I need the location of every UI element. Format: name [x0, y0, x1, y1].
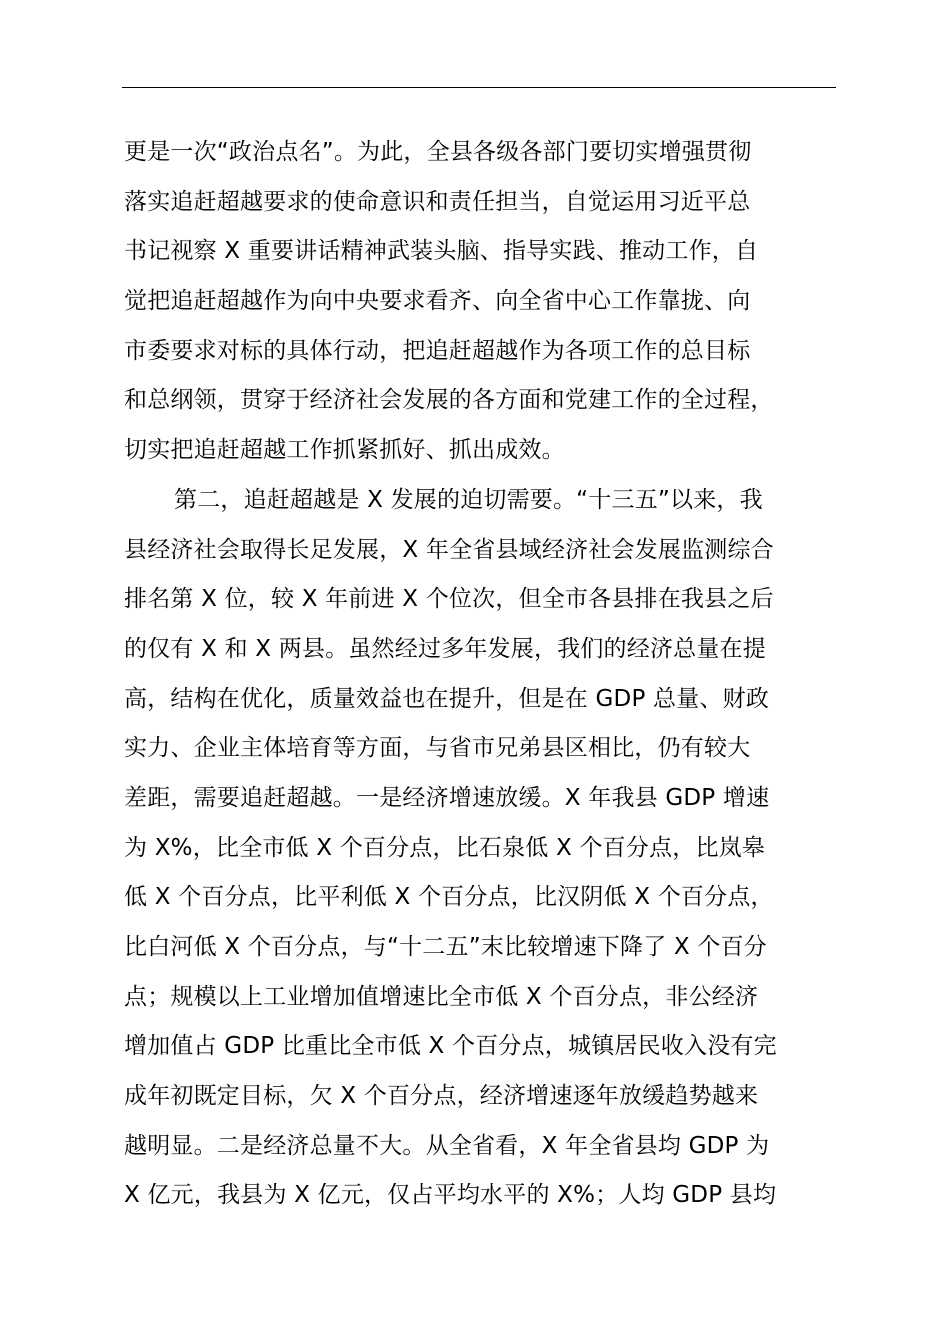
- text-line: 排名第 X 位，较 X 年前进 X 个位次，但全市各县排在我县之后: [124, 586, 774, 613]
- text-line: 增加值占 GDP 比重比全市低 X 个百分点，城镇居民收入没有完: [124, 1033, 777, 1060]
- text-line: X 亿元，我县为 X 亿元，仅占平均水平的 X%；人均 GDP 县均: [124, 1182, 777, 1209]
- body-text: [124, 128, 864, 1221]
- header-rule: [122, 87, 836, 88]
- text-line: 差距，需要追赶超越。一是经济增速放缓。X 年我县 GDP 增速: [124, 784, 770, 811]
- text-line: 落实追赶超越要求的使命意识和责任担当，自觉运用习近平总: [124, 188, 751, 215]
- text-line: 的仅有 X 和 X 两县。虽然经过多年发展，我们的经济总量在提: [124, 635, 766, 662]
- text-line: 为 X%，比全市低 X 个百分点，比石泉低 X 个百分点，比岚皋: [124, 834, 766, 861]
- text-line: 觉把追赶超越作为向中央要求看齐、向全省中心工作靠拢、向: [124, 288, 751, 315]
- text-line: 高，结构在优化，质量效益也在提升，但是在 GDP 总量、财政: [124, 685, 770, 712]
- text-line: 越明显。二是经济总量不大。从全省看，X 年全省县均 GDP 为: [124, 1132, 770, 1159]
- text-line: 比白河低 X 个百分点，与“十二五”末比较增速下降了 X 个百分: [124, 934, 767, 960]
- text-line: 和总纲领，贯穿于经济社会发展的各方面和党建工作的全过程，: [124, 387, 774, 414]
- text-line: 市委要求对标的具体行动，把追赶超越作为各项工作的总目标: [124, 337, 751, 364]
- text-line: 更是一次“政治点名”。为此，全县各级各部门要切实增强贯彻: [124, 139, 752, 165]
- text-line: 实力、企业主体培育等方面，与省市兄弟县区相比，仍有较大: [124, 735, 751, 762]
- text-line: 点；规模以上工业增加值增速比全市低 X 个百分点，非公经济: [124, 983, 759, 1010]
- text-line: 县经济社会取得长足发展，X 年全省县域经济社会发展监测综合: [124, 536, 774, 563]
- text-line: 切实把追赶超越工作抓紧抓好、抓出成效。: [124, 437, 565, 464]
- text-line: 书记视察 X 重要讲话精神武装头脑、指导实践、推动工作，自: [124, 238, 759, 265]
- paragraph-first-line: 第二，追赶超越是 X 发展的迫切需要。“十三五”以来，我: [174, 486, 763, 513]
- text-line: 低 X 个百分点，比平利低 X 个百分点，比汉阴低 X 个百分点，: [124, 884, 774, 911]
- text-line: 成年初既定目标，欠 X 个百分点，经济增速逐年放缓趋势越来: [124, 1083, 759, 1110]
